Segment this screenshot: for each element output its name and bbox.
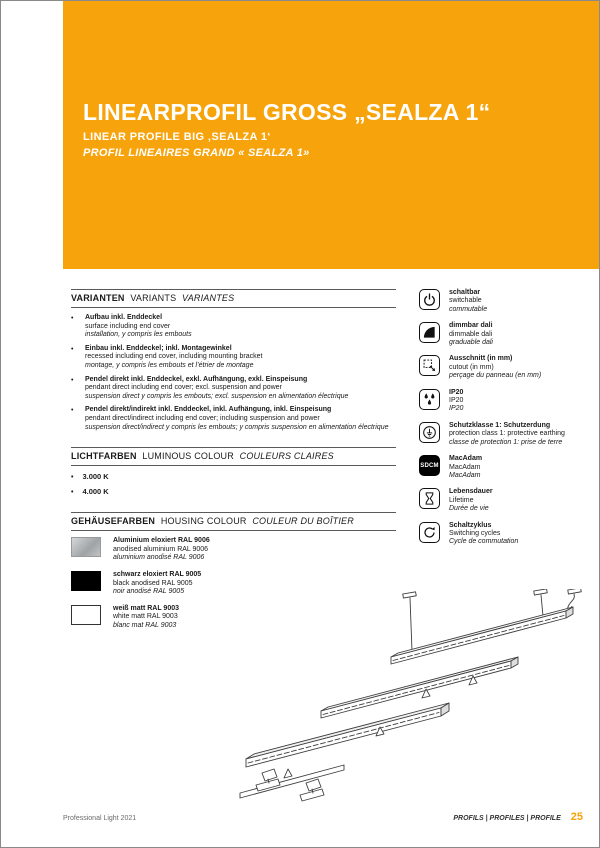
variant-text — [85, 376, 348, 402]
heading-en: LUMINOUS COLOUR — [142, 451, 234, 462]
feature-de: dimmbar dali — [449, 322, 493, 330]
feature-row — [419, 289, 581, 314]
variant-fr: suspension direct y compris les embouts; excl. suspension en alimentation électrique — [85, 392, 349, 400]
variant-en: pendant direct including end cover; excl. suspension and power — [85, 384, 282, 392]
feature-row — [419, 389, 581, 414]
page-subtitle-en: LINEAR PROFILE BIG ‚SEALZA 1‘ — [83, 131, 271, 143]
feature-text — [449, 322, 493, 347]
variant-fr: montage, y compris les embouts et l’étrier de montage — [85, 361, 254, 369]
feature-de: Lebensdauer — [449, 488, 493, 496]
feature-de: Ausschnitt (in mm) — [449, 355, 513, 363]
feature-en: cutout (in mm) — [449, 363, 494, 371]
bullet-icon — [71, 487, 73, 498]
housing-fr: blanc mat RAL 9003 — [113, 621, 177, 629]
feature-text — [449, 488, 493, 513]
feature-en: MacAdam — [449, 463, 481, 471]
variant-de: Pendel direkt inkl. Enddeckel, exkl. Aufhängung, exkl. Einspeisung — [85, 375, 308, 383]
swatch-white — [71, 605, 101, 625]
feature-row — [419, 522, 581, 547]
housing-en: black anodised RAL 9005 — [113, 579, 193, 587]
feature-de: IP20 — [449, 388, 464, 396]
page-number: 25 — [570, 811, 583, 823]
feature-fr: MacAdam — [449, 471, 481, 479]
dimmer-icon — [419, 322, 440, 343]
footer-section-label: PROFILS | PROFILES | PROFILE — [453, 815, 561, 822]
sdcm-badge — [419, 455, 440, 476]
housing-de: Aluminium eloxiert RAL 9006 — [113, 537, 210, 545]
heading-en: VARIANTS — [130, 293, 177, 303]
housing-colour-text — [113, 537, 210, 563]
feature-text — [449, 422, 565, 447]
cutout-icon — [419, 355, 440, 376]
swatch-black — [71, 571, 101, 591]
feature-row — [419, 322, 581, 347]
feature-fr: Durée de vie — [449, 505, 489, 513]
power-icon — [419, 289, 440, 310]
page-title: LINEARPROFIL GROSS „SEALZA 1“ — [83, 99, 491, 125]
feature-text — [449, 289, 487, 314]
luminous-colour-item — [71, 487, 396, 498]
variant-en: surface including end cover — [85, 322, 171, 330]
variant-en: recessed including end cover, including mounting bracket — [85, 353, 263, 361]
heading-de: LICHTFARBEN — [71, 451, 137, 462]
feature-de: Schutzklasse 1: Schutzerdung — [449, 421, 551, 429]
swatch-aluminium — [71, 537, 101, 557]
heading-fr: COULEUR DU BOÎTIER — [252, 516, 354, 527]
housing-colour-row — [71, 537, 396, 563]
luminous-colour-value: 4.000 K — [82, 487, 109, 497]
variant-fr: suspension direct/indirect y compris les embouts; y compris suspension en alimentation électrique — [85, 423, 389, 431]
varianten-list — [71, 308, 396, 447]
housing-de: weiß matt RAL 9003 — [113, 604, 180, 612]
housing-fr: aluminium anodisé RAL 9006 — [113, 554, 205, 562]
feature-en: protection class 1: protective earthing — [449, 430, 565, 438]
heading-fr: VARIANTES — [182, 293, 235, 303]
variant-item — [71, 314, 396, 340]
housing-fr: noir anodisé RAL 9005 — [113, 588, 185, 596]
lichtfarben-list — [71, 466, 396, 512]
housing-colour-text — [113, 571, 201, 597]
variant-fr: installation, y compris les embouts — [85, 331, 192, 339]
luminous-colour-value: 3.000 K — [82, 472, 109, 482]
switching-cycles-icon — [419, 522, 440, 543]
feature-row — [419, 455, 581, 480]
page-subtitle-fr: PROFIL LINEAIRES GRAND « SEALZA 1» — [83, 147, 310, 159]
gehaeusefarben-heading — [71, 512, 396, 531]
housing-en: white matt RAL 9003 — [113, 613, 178, 621]
feature-en: dimmable dali — [449, 330, 493, 338]
feature-fr: Cycle de commutation — [449, 538, 519, 546]
sdcm-badge-label: SDCM — [420, 462, 439, 469]
product-exploded-drawing — [226, 589, 586, 804]
bullet-icon — [71, 472, 73, 483]
variant-text — [85, 345, 262, 371]
feature-de: schaltbar — [449, 289, 481, 296]
feature-fr: graduable dali — [449, 339, 493, 347]
variant-de: Einbau inkl. Enddeckel; inkl. Montagewinkel — [85, 344, 232, 352]
heading-en: HOUSING COLOUR — [160, 516, 247, 527]
heading-fr: COULEURS CLAIRES — [239, 451, 334, 462]
bullet-icon — [71, 376, 76, 402]
housing-colour-text — [113, 605, 179, 631]
bullet-icon — [71, 314, 76, 340]
feature-text — [449, 522, 518, 547]
footer-right — [453, 811, 583, 823]
housing-en: anodised aluminium RAL 9006 — [113, 545, 209, 553]
variant-text — [85, 406, 388, 432]
feature-de: MacAdam — [449, 455, 483, 463]
header-banner — [63, 1, 600, 269]
feature-en: IP20 — [449, 397, 464, 405]
ip20-icon — [419, 389, 440, 410]
feature-en: Lifetime — [449, 496, 474, 504]
feature-fr: classe de protection 1: prise de terre — [449, 438, 563, 446]
feature-fr: IP20 — [449, 405, 464, 413]
bullet-icon — [71, 406, 76, 432]
variant-text — [85, 314, 192, 340]
feature-text — [449, 389, 463, 414]
heading-de: VARIANTEN — [71, 293, 125, 303]
header-text — [83, 99, 490, 159]
variant-item — [71, 406, 396, 432]
protection-class-icon — [419, 422, 440, 443]
bullet-icon — [71, 345, 76, 371]
variant-de: Aufbau inkl. Enddeckel — [85, 314, 163, 321]
lifetime-icon — [419, 488, 440, 509]
feature-text — [449, 455, 482, 480]
variant-item — [71, 376, 396, 402]
feature-fr: perçage du panneau (en mm) — [449, 372, 542, 380]
variant-de: Pendel direkt/indirekt inkl. Enddeckel, inkl. Aufhängung, inkl. Einspeisung — [85, 406, 332, 414]
heading-de: GEHÄUSEFARBEN — [71, 516, 156, 527]
variant-item — [71, 345, 396, 371]
lichtfarben-heading — [71, 447, 396, 466]
variant-en: pendant direct/indirect including end cover; including suspension and power — [85, 414, 320, 422]
luminous-colour-item — [71, 472, 396, 483]
feature-en: switchable — [449, 297, 482, 305]
feature-en: Switching cycles — [449, 529, 501, 537]
footer-edition: Professional Light 2021 — [63, 815, 137, 822]
feature-de: Schaltzyklus — [449, 521, 492, 529]
feature-row — [419, 355, 581, 380]
varianten-heading — [71, 289, 396, 308]
feature-fr: commutable — [449, 305, 488, 313]
feature-row — [419, 422, 581, 447]
feature-column — [419, 289, 581, 547]
housing-de: schwarz eloxiert RAL 9005 — [113, 570, 202, 578]
feature-row — [419, 488, 581, 513]
feature-text — [449, 355, 541, 380]
